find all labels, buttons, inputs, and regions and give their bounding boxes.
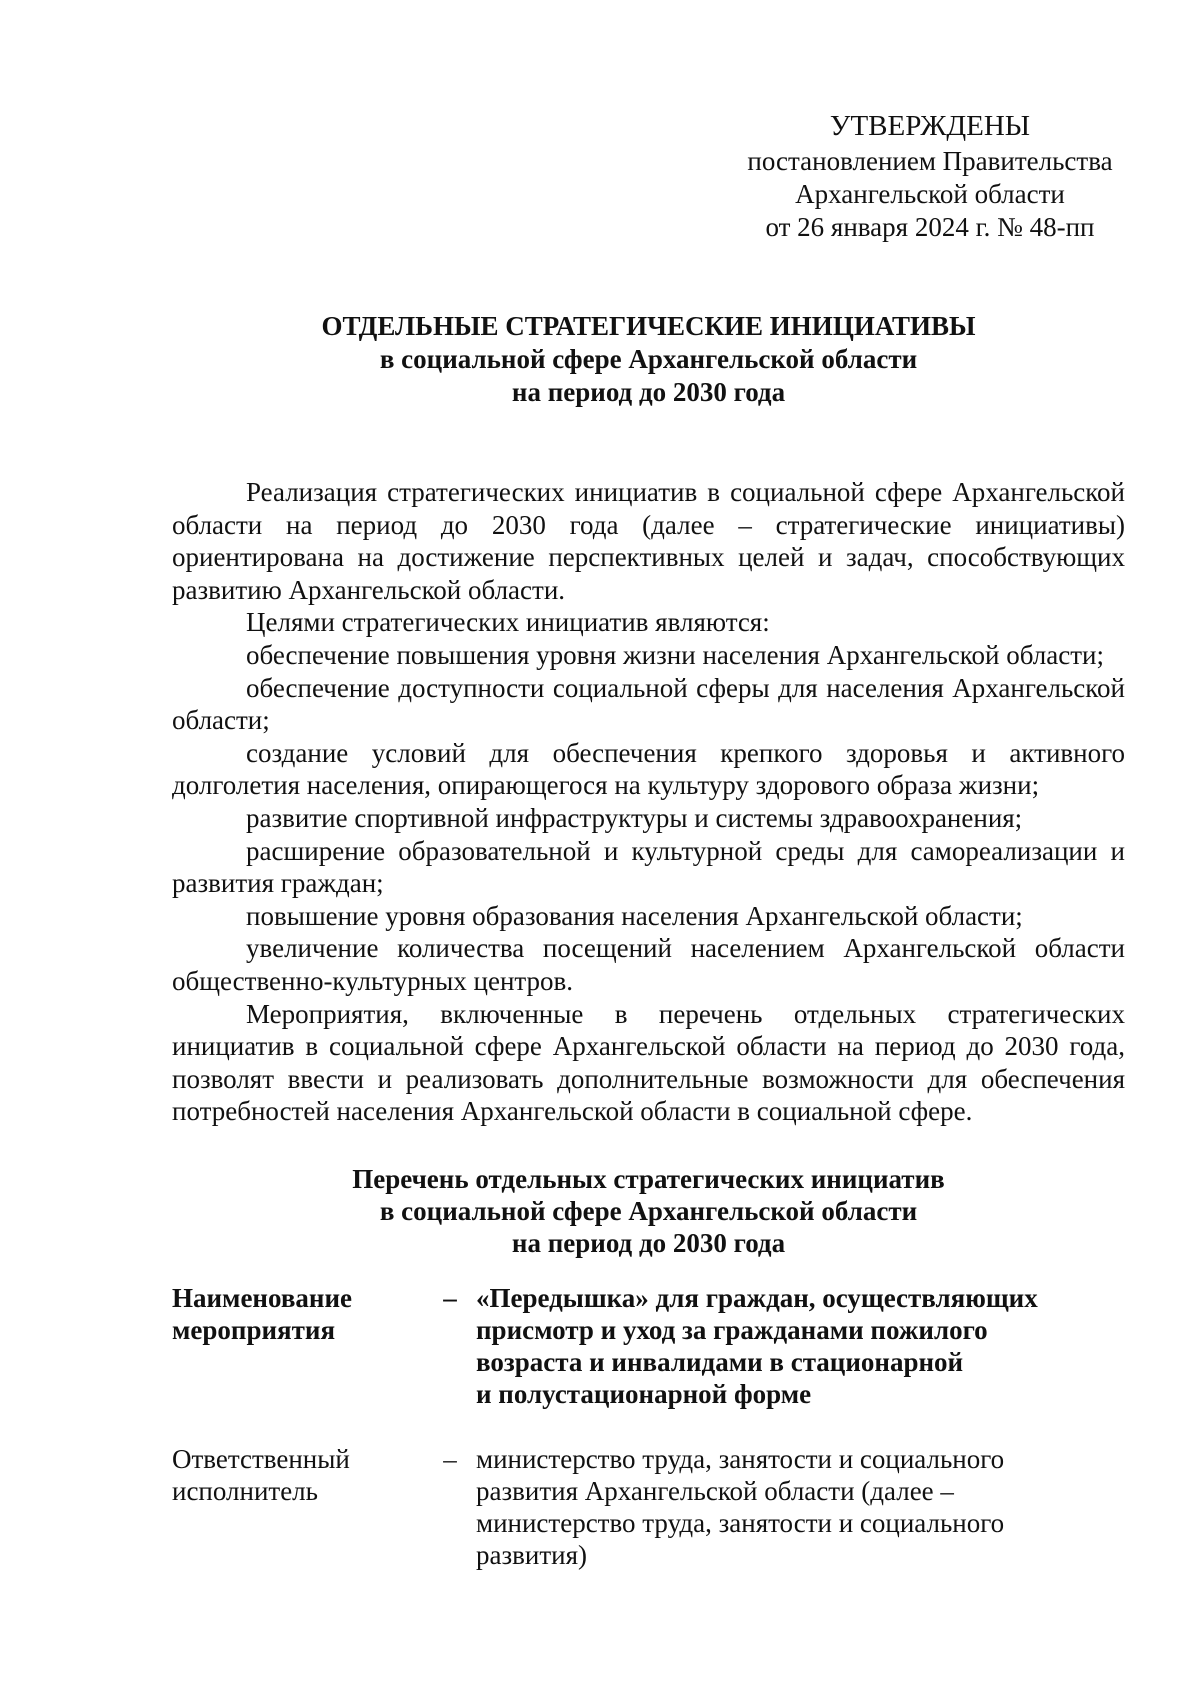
value-line: возраста и инвалидами в стационарной (476, 1347, 964, 1377)
event-name-value (476, 1282, 1096, 1410)
goal-item: создание условий для обеспечения крепкого здоровья и активного долголетия населения, опирающегося на культуру здорового образа жизни; (172, 737, 1125, 801)
value-line: присмотр и уход за гражданами пожилого (476, 1315, 988, 1345)
document-body (172, 476, 1125, 1128)
list-title (172, 1163, 1125, 1259)
value-line: и полустационарной форме (476, 1379, 812, 1409)
value-line: министерство труда, занятости и социального (476, 1508, 1005, 1538)
title-line: в социальной сфере Архангельской области (379, 344, 918, 374)
label-line: мероприятия (172, 1315, 336, 1345)
value-line: «Передышка» для граждан, осуществляющих (476, 1283, 1038, 1313)
approval-stamp (720, 108, 1140, 244)
paragraph: Мероприятия, включенные в перечень отдельных стратегических инициатив в социальной сфере Архангельской области на период до 2030 года, позволят ввести и реализовать дополнительные возможности для обеспечения потребностей населения Архангельской области в социальной сфере. (172, 998, 1125, 1127)
approval-line: Архангельской области (795, 179, 1065, 209)
goal-item: повышение уровня образования населения Архангельской области; (246, 900, 1023, 931)
approval-line: постановлением Правительства (747, 146, 1113, 176)
label-line: Ответственный (172, 1444, 350, 1474)
value-line: развития) (476, 1540, 588, 1570)
goal-item: развитие спортивной инфраструктуры и системы здравоохранения; (246, 802, 1023, 833)
goal-item: обеспечение повышения уровня жизни населения Архангельской области; (246, 639, 1104, 670)
title-line: ОТДЕЛЬНЫЕ СТРАТЕГИЧЕСКИЕ ИНИЦИАТИВЫ (321, 311, 976, 341)
title-line: на период до 2030 года (511, 377, 786, 407)
list-title-line: Перечень отдельных стратегических инициатив (352, 1164, 945, 1194)
executor-value (476, 1443, 1096, 1571)
label-line: исполнитель (172, 1476, 318, 1506)
value-line: министерство труда, занятости и социального (476, 1444, 1005, 1474)
value-line: развития Архангельской области (далее – (476, 1476, 954, 1506)
executor-label (172, 1443, 432, 1507)
event-name-label (172, 1282, 432, 1346)
label-line: Наименование (172, 1283, 352, 1313)
dash-separator: – (443, 1444, 457, 1474)
list-title-line: на период до 2030 года (511, 1228, 786, 1258)
goal-item: увеличение количества посещений населением Архангельской области общественно-культурных центров. (172, 933, 1125, 996)
paragraph: Целями стратегических инициатив являются: (246, 607, 770, 638)
dash-separator: – (443, 1283, 457, 1313)
document-title (172, 310, 1125, 409)
goal-item: обеспечение доступности социальной сферы для населения Архангельской области; (172, 672, 1125, 736)
paragraph: Реализация стратегических инициатив в социальной сфере Архангельской области на период до 2030 года (далее – стратегические инициативы) ориентирована на достижение перспективных целей и задач, способствующих развитию Архангельской области. (172, 477, 1125, 605)
list-title-line: в социальной сфере Архангельской области (379, 1196, 918, 1226)
goal-item: расширение образовательной и культурной среды для самореализации и развития граждан; (172, 835, 1125, 899)
approval-date-line: от 26 января 2024 г. № 48-пп (765, 212, 1095, 242)
approval-title: УТВЕРЖДЕНЫ (829, 110, 1031, 142)
